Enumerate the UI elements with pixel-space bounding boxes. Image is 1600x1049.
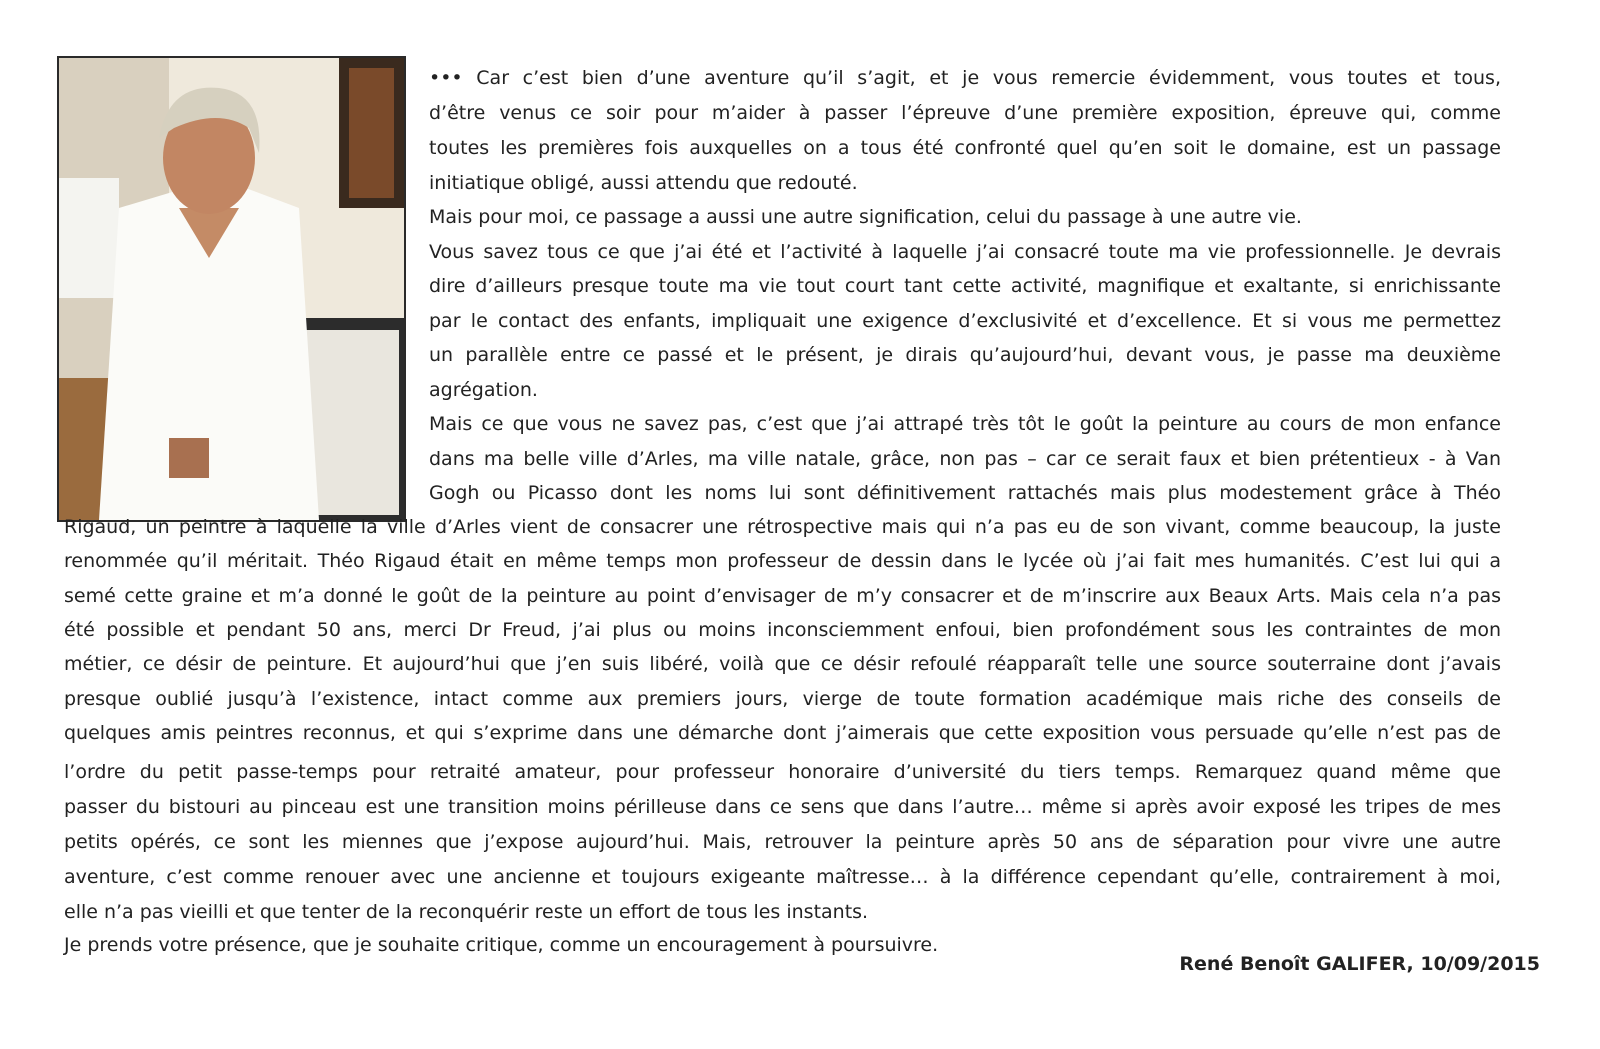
text-line: passer du bistouri au pinceau est une transition moins périlleuse dans ce sens que dans l’autre… même si après avoir exposé les tripes de mes [64,796,1501,818]
text-line: métier, ce désir de peinture. Et aujourd’hui que j’en suis libéré, voilà que ce désir refoulé réapparaît telle une source souterraine dont j’avais [64,653,1501,675]
text-line: toutes les premières fois auxquelles on a tous été confronté quel qu’en soit le domaine, est un passage [429,137,1501,159]
text-line: d’être venus ce soir pour m’aider à passer l’épreuve d’une première exposition, épreuve qui, comme [429,102,1501,124]
text-line: par le contact des enfants, impliquait une exigence d’exclusivité et d’excellence. Et si vous me permettez [429,310,1501,332]
text-line: Gogh ou Picasso dont les noms lui sont définitivement rattachés mais plus modestement grâce à Théo [429,482,1501,504]
text-line: presque oublié jusqu’à l’existence, intact comme aux premiers jours, vierge de toute formation académique mais riche des conseils de [64,688,1501,710]
artist-photo-illustration [59,58,404,520]
text-line: Mais ce que vous ne savez pas, c’est que j’ai attrapé très tôt le goût la peinture au cours de mon enfance [429,413,1501,435]
text-line: Rigaud, un peintre à laquelle la ville d’Arles vient de consacrer une rétrospective mais qui n’a pas eu de son vivant, comme beaucoup, la juste [64,516,1501,538]
text-line: l’ordre du petit passe-temps pour retraité amateur, pour professeur honoraire d’université du tiers temps. Remarquez quand même que [64,761,1501,783]
text-line: ••• Car c’est bien d’une aventure qu’il s’agit, et je vous remercie évidemment, vous toutes et tous, [429,67,1501,89]
signature: René Benoît GALIFER, 10/09/2015 [1179,953,1540,975]
closing-line: Je prends votre présence, que je souhaite critique, comme un encouragement à poursuivre. [64,934,939,956]
text-line: initiatique obligé, aussi attendu que redouté. [429,172,858,194]
text-line: été possible et pendant 50 ans, merci Dr Freud, j’ai plus ou moins inconsciemment enfoui, bien profondément sous les contraintes de mon [64,619,1501,641]
text-line: elle n’a pas vieilli et que tenter de la reconquérir reste un effort de tous les instants. [64,901,869,923]
text-line: aventure, c’est comme renouer avec une ancienne et toujours exigeante maîtresse… à la différence cependant qu’elle, contrairement à moi, [64,866,1501,888]
text-line: petits opérés, ce sont les miennes que j’expose aujourd’hui. Mais, retrouver la peinture après 50 ans de séparation pour vivre une autre [64,831,1501,853]
text-line: un parallèle entre ce passé et le présent, je dirais qu’aujourd’hui, devant vous, je passe ma deuxième [429,344,1501,366]
text-line: Mais pour moi, ce passage a aussi une autre signification, celui du passage à une autre vie. [429,206,1302,228]
text-line: dire d’ailleurs presque toute ma vie tout court tant cette activité, magnifique et exaltante, si enrichissante [429,275,1501,297]
text-line: semé cette graine et m’a donné le goût de la peinture au point d’envisager de m’y consacrer et de m’inscrire aux Beaux Arts. Mais cela n’a pas [64,585,1501,607]
text-line: agrégation. [429,379,538,401]
text-line: dans ma belle ville d’Arles, ma ville natale, grâce, non pas – car ce serait faux et bien prétentieux - à Van [429,448,1501,470]
text-line: Vous savez tous ce que j’ai été et l’activité à laquelle j’ai consacré toute ma vie professionnelle. Je devrais [429,241,1501,263]
text-line: renommée qu’il méritait. Théo Rigaud était en même temps mon professeur de dessin dans le lycée où j’ai fait mes humanités. C’est lui qui a [64,550,1501,572]
text-line: quelques amis peintres reconnus, et qui s’exprime dans une démarche dont j’aimerais que cette exposition vous persuade qu’elle n’est pas de [64,722,1501,744]
artist-photo [57,56,406,522]
